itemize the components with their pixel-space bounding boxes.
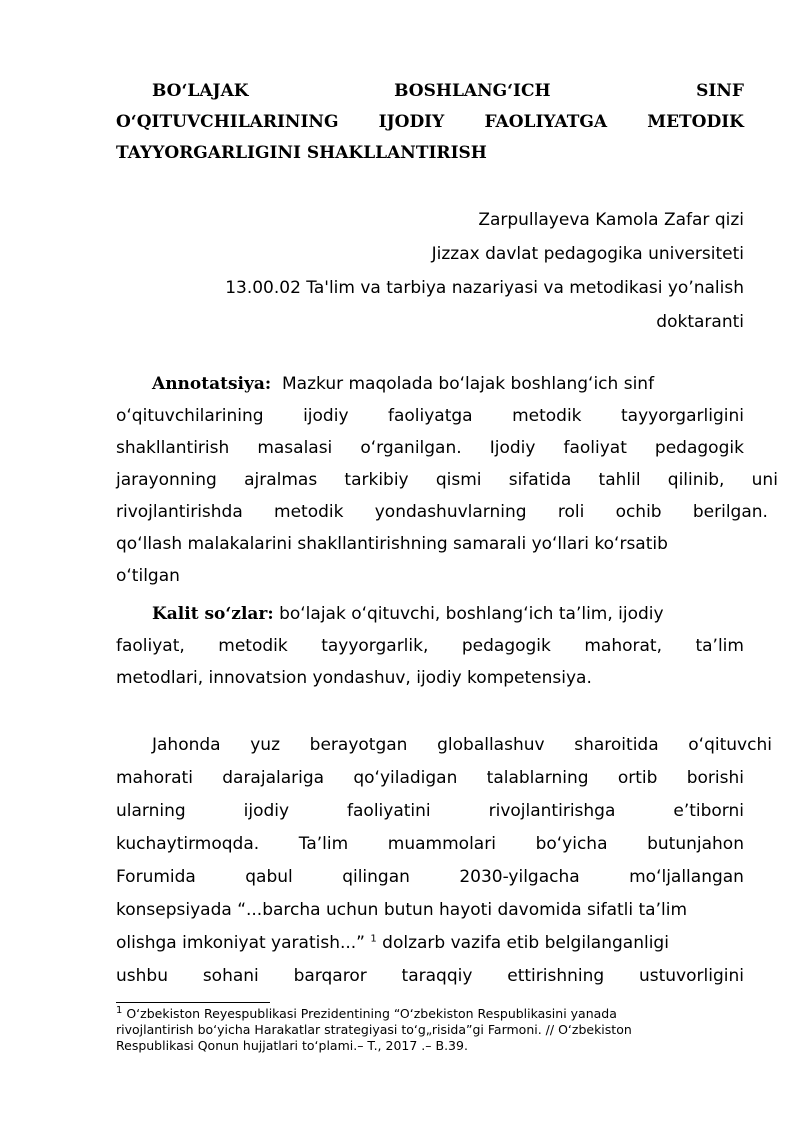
body-line: Jahonda yuz berayotgan globallashuv sharoitida oʻqituvchi bbox=[152, 735, 772, 755]
footnote bbox=[116, 1006, 736, 1054]
author-name: Zarpullayeva Kamola Zafar qizi bbox=[478, 210, 744, 230]
body-line: olishga imkoniyat yaratish...” $^1$ dolzarb vazifa etib belgilanganligi bbox=[116, 933, 669, 953]
annotation-line: shakllantirish masalasi oʻrganilgan. Ijodiy faoliyat pedagogik bbox=[116, 438, 744, 458]
annotation-line: qoʻllash malakalarini shakllantirishning samarali yoʻllari koʻrsatib bbox=[116, 534, 668, 554]
footnote-marker: 1 bbox=[116, 1004, 123, 1016]
body-line: ularning ijodiy faoliyatini rivojlantirishga eʼtiborni bbox=[116, 801, 744, 821]
keywords-line: faoliyat, metodik tayyorgarlik, pedagogik mahorat, taʼlim bbox=[116, 636, 744, 656]
footnote-line: $^1$ Oʻzbekiston Reyespublikasi Prezidentining “Oʻzbekiston Respublikasini yanada bbox=[116, 1004, 617, 1021]
annotation-line bbox=[116, 368, 744, 400]
body-line: konsepsiyada “...barcha uchun butun hayoti davomida sifatli taʼlim bbox=[116, 900, 688, 920]
keywords-text: boʻlajak oʻqituvchi, boshlangʻich taʼlim, ijodiy bbox=[279, 604, 664, 624]
annotation-line: oʻqituvchilarining ijodiy faoliyatga metodik tayyorgarligini bbox=[116, 406, 744, 426]
title-word: FAOLIYATGA bbox=[484, 112, 608, 132]
keywords-paragraph bbox=[116, 598, 744, 694]
title-line-1 bbox=[116, 76, 744, 107]
keywords-line: metodlari, innovatsion yondashuv, ijodiy kompetensiya. bbox=[116, 668, 592, 688]
author-block bbox=[116, 203, 744, 339]
title-line-3: TAYYORGARLIGINI SHAKLLANTIRISH bbox=[116, 143, 487, 163]
footnote-reference[interactable]: 1 bbox=[370, 933, 377, 945]
footnote-line: rivojlantirish boʻyicha Harakatlar strategiyasi toʻg„risida”gi Farmoni. // Oʻzbekiston bbox=[116, 1022, 632, 1037]
footnote-line: Respublikasi Qonun hujjatlari toʻplami.– T., 2017 .– B.39. bbox=[116, 1038, 468, 1053]
title-word: BOSHLANGʻICH bbox=[394, 81, 551, 101]
title-word: IJODIY bbox=[378, 112, 445, 132]
keywords-label: Kalit soʻzlar: bbox=[152, 604, 274, 624]
author-specialty: 13.00.02 Ta'lim va tarbiya nazariyasi va metodikasi yoʼnalish bbox=[225, 278, 744, 298]
title-line-2 bbox=[116, 107, 744, 138]
author-position: doktaranti bbox=[656, 312, 744, 332]
body-line: mahorati darajalariga qoʻyiladigan talablarning ortib borishi bbox=[116, 768, 744, 788]
title-word: BOʻLAJAK bbox=[152, 81, 249, 101]
title-word: OʻQITUVCHILARINING bbox=[116, 112, 339, 132]
annotation-line: rivojlantirishda metodik yondashuvlarning roli ochib berilgan. bbox=[116, 502, 768, 522]
title-word: SINF bbox=[696, 81, 744, 101]
author-affiliation: Jizzax davlat pedagogika universiteti bbox=[431, 244, 744, 264]
body-line: ushbu sohani barqaror taraqqiy ettirishning ustuvorligini bbox=[116, 966, 744, 986]
body-paragraph bbox=[116, 729, 772, 993]
annotation-text: Mazkur maqolada boʻlajak boshlangʻich sinf bbox=[281, 374, 655, 394]
body-line: kuchaytirmoqda. Taʼlim muammolari boʻyicha butunjahon bbox=[116, 834, 744, 854]
article-title bbox=[116, 76, 744, 169]
annotation-line: oʻtilgan bbox=[116, 566, 180, 586]
footnote-separator bbox=[116, 1002, 270, 1003]
title-word: METODIK bbox=[647, 112, 744, 132]
annotation-line: jarayonning ajralmas tarkibiy qismi sifatida tahlil qilinib, uni bbox=[116, 470, 778, 490]
body-line: Forumida qabul qilingan 2030-yilgacha moʻljallangan bbox=[116, 867, 744, 887]
annotation-label: Annotatsiya: bbox=[152, 374, 272, 394]
annotation-paragraph bbox=[116, 368, 778, 592]
keywords-line bbox=[116, 598, 744, 630]
